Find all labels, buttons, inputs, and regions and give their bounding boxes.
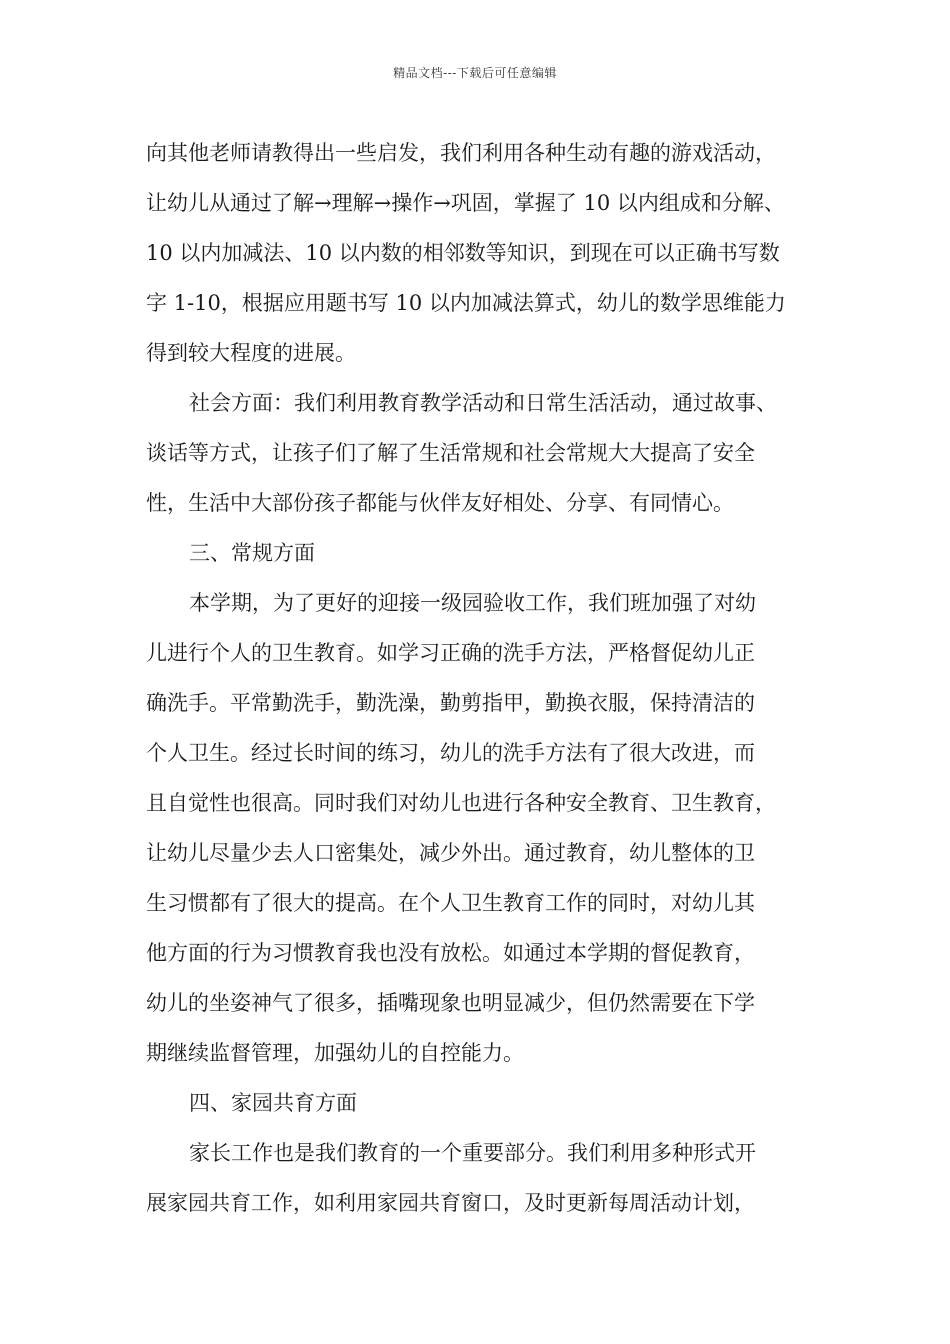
text-line: 字 1-10，根据应用题书写 10 以内加减法算式，幼儿的数学思维能力	[146, 291, 786, 315]
text-line: 期继续监督管理，加强幼儿的自控能力。	[146, 1041, 524, 1065]
text-line: 展家园共育工作，如利用家园共育窗口，及时更新每周活动计划，	[146, 1191, 755, 1215]
paragraph-start-social: 社会方面：我们利用教育教学活动和日常生活活动，通过故事、	[189, 391, 777, 415]
text-line: 让幼儿从通过了解→理解→操作→巩固，掌握了 10 以内组成和分解、	[146, 191, 785, 215]
text-line: 得到较大程度的进展。	[146, 341, 356, 365]
section-heading-home-school: 四、家园共育方面	[189, 1091, 357, 1115]
text-line: 性，生活中大部份孩子都能与伙伴友好相处、分享、有同情心。	[146, 491, 734, 515]
text-line: 且自觉性也很高。同时我们对幼儿也进行各种安全教育、卫生教育，	[146, 791, 776, 815]
text-line: 确洗手。平常勤洗手，勤洗澡，勤剪指甲，勤换衣服，保持清洁的	[146, 691, 755, 715]
paragraph-start-home-school: 家长工作也是我们教育的一个重要部分。我们利用多种形式开	[189, 1141, 756, 1165]
text-line: 幼儿的坐姿神气了很多，插嘴现象也明显减少，但仍然需要在下学	[146, 991, 755, 1015]
text-line: 个人卫生。经过长时间的练习，幼儿的洗手方法有了很大改进，而	[146, 741, 755, 765]
text-line: 儿进行个人的卫生教育。如学习正确的洗手方法，严格督促幼儿正	[146, 641, 755, 665]
page-header: 精品文档---下载后可任意编辑	[393, 66, 557, 80]
text-line: 10 以内加减法、10 以内数的相邻数等知识，到现在可以正确书写数	[146, 241, 780, 265]
text-line: 生习惯都有了很大的提高。在个人卫生教育工作的同时，对幼儿其	[146, 891, 755, 915]
text-line: 向其他老师请教得出一些启发，我们利用各种生动有趣的游戏活动，	[146, 141, 776, 165]
text-line: 谈话等方式，让孩子们了解了生活常规和社会常规大大提高了安全	[146, 441, 755, 465]
text-line: 他方面的行为习惯教育我也没有放松。如通过本学期的督促教育，	[146, 941, 755, 965]
body-text	[146, 128, 806, 1228]
paragraph-start-routine: 本学期，为了更好的迎接一级园验收工作，我们班加强了对幼	[189, 591, 756, 615]
text-line: 让幼儿尽量少去人口密集处，减少外出。通过教育，幼儿整体的卫	[146, 841, 755, 865]
section-heading-routine: 三、常规方面	[189, 541, 315, 565]
